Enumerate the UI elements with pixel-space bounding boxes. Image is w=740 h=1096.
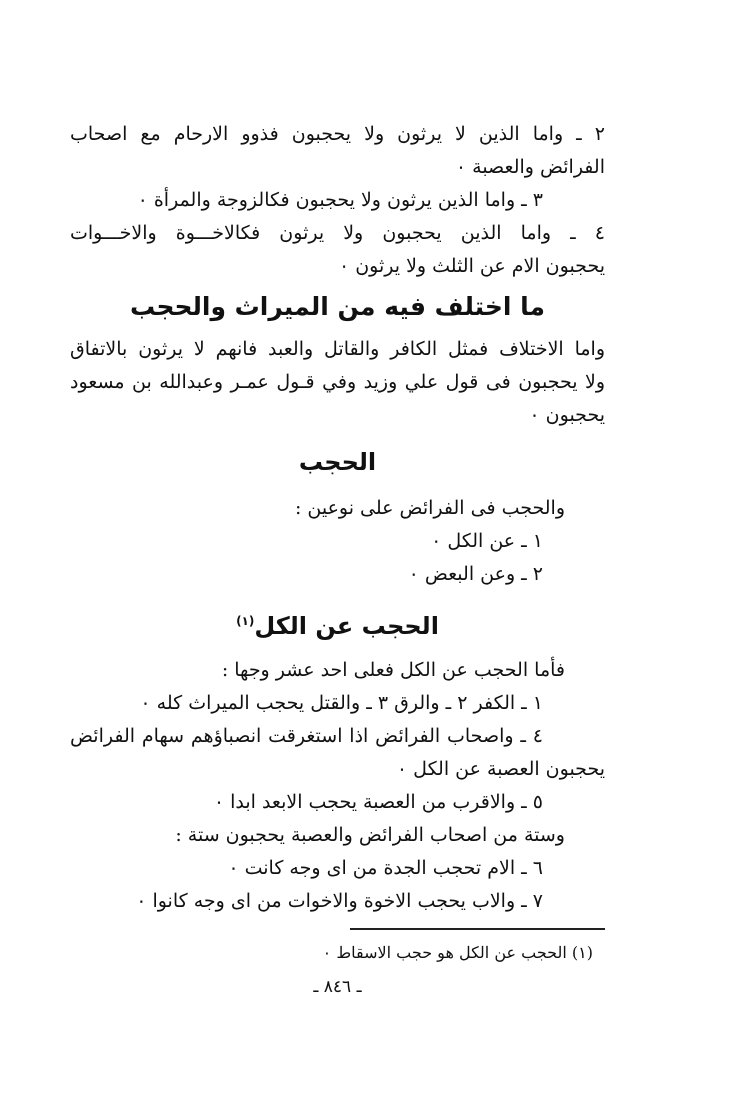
list-item: ٢ ـ وعن البعض ٠ [408, 563, 543, 585]
list-item: ٥ ـ والاقرب من العصبة يحجب الابعد ابدا ٠ [213, 791, 543, 813]
text-line: ولا يحجبون فى قول علي وزيد وفي قـول عمـر وعبدالله بن مسعود [70, 371, 605, 393]
section-heading [70, 601, 605, 646]
text-line: واما الاختلاف فمثل الكافر والقاتل والعبد فانهم لا يرثون بالاتفاق [70, 338, 605, 360]
text-line: ٤ ـ واما الذين يحجبون ولا يرثون فكالاخـــوة والاخـــوات [70, 222, 605, 244]
list-item: ٦ ـ الام تحجب الجدة من اى وجه كانت ٠ [228, 857, 543, 879]
footnote-marker: (١) [236, 614, 255, 628]
list-item: ١ ـ عن الكل ٠ [431, 530, 543, 552]
text-line: والحجب فى الفرائض على نوعين : [294, 497, 565, 519]
footnote: (١) الحجب عن الكل هو حجب الاسقاط ٠ [322, 943, 593, 962]
heading-text: الحجب عن الكل [254, 612, 439, 640]
page-number: ـ ٨٤٦ ـ [313, 977, 362, 997]
text-line: ٣ ـ واما الذين يرثون ولا يحجبون فكالزوجة والمرأة ٠ [137, 189, 543, 211]
text-line: يحجبون العصبة عن الكل ٠ [396, 758, 605, 780]
text-line: وستة من اصحاب الفرائض والعصبة يحجبون ستة : [175, 824, 565, 846]
footnote-divider [350, 928, 605, 930]
document-page [70, 118, 605, 1002]
text-line: يحجبون الام عن الثلث ولا يرثون ٠ [338, 255, 605, 277]
text-line: فأما الحجب عن الكل فعلى احد عشر وجها : [221, 659, 565, 681]
list-item: ٤ ـ واصحاب الفرائض اذا استغرقت انصباؤهم سهام الفرائض [70, 725, 543, 747]
section-heading: الحجب [298, 448, 377, 476]
text-line: يحجبون ٠ [529, 404, 605, 426]
text-line: الفرائض والعصبة ٠ [455, 156, 605, 178]
text-line: ٢ ـ واما الذين لا يرثون ولا يحجبون فذوو الارحام مع اصحاب [70, 123, 605, 145]
section-heading: ما اختلف فيه من الميراث والحجب [129, 292, 546, 321]
list-item: ١ ـ الكفر ٢ ـ والرق ٣ ـ والقتل يحجب الميراث كله ٠ [140, 692, 543, 714]
list-item: ٧ ـ والاب يحجب الاخوة والاخوات من اى وجه كانوا ٠ [136, 890, 543, 912]
